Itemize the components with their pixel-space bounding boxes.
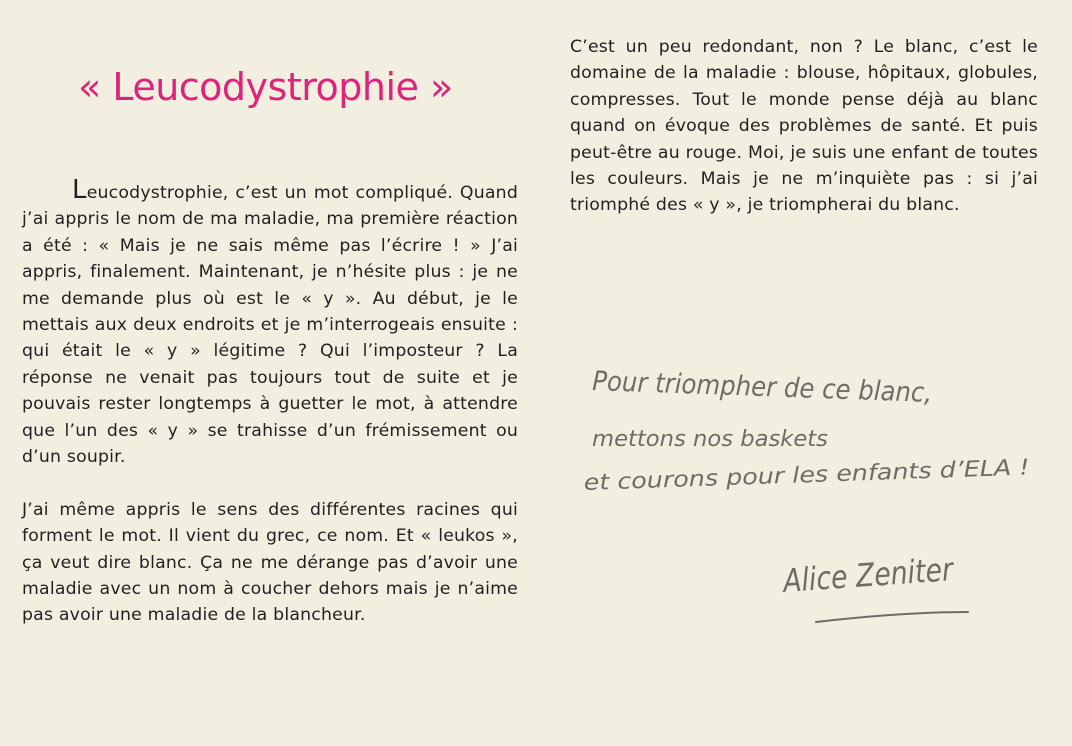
paragraph-1-text: eucodystrophie, c’est un mot compliqué. Quand j’ai appris le nom de ma maladie, ma première réaction a été : « Mais je ne sais même pas l’écrire ! » J’ai appris, finalement. Maintenant, je n’hésite plus : je ne me demande plus où est le « y ». Au début, je le mettais aux deux endroits et je m’interrogeais ensuite : qui était le « y » légitime ? Qui l’imposteur ? La réponse ne venait pas toujours tout de suite et je pouvais rester longtemps à guetter le mot, à attendre que l’un des « y » se trahisse d’un frémissement ou d’un soupir. xyxy=(22,183,518,468)
paragraph-1 xyxy=(22,175,518,470)
paragraph-3: C’est un peu redondant, non ? Le blanc, c’est le domaine de la maladie : blouse, hôpitaux, globules, compresses. Tout le monde pense déjà au blanc quand on évoque des problèmes de santé. Et puis peut-être au rouge. Moi, je suis une enfant de toutes les couleurs. Mais je ne m’inquiète pas : si j’ai triomphé des « y », je triompherai du blanc. xyxy=(570,37,1038,216)
left-column xyxy=(22,175,518,629)
handwritten-line-1: Pour triompher de ce blanc, xyxy=(591,366,969,411)
handwritten-line-3: et courons pour les enfants d’ELA ! xyxy=(583,457,971,496)
handwritten-line-2: mettons nos baskets xyxy=(592,427,828,452)
paragraph-2: J’ai même appris le sens des différentes racines qui forment le mot. Il vient du grec, ce nom. Et « leukos », ça veut dire blanc. Ça ne me dérange pas d’avoir une maladie avec un nom à coucher dehors mais je n’aime pas avoir une maladie de la blancheur. xyxy=(22,499,518,626)
initial-letter: L xyxy=(72,175,87,205)
handwritten-signature: Alice Zeniter xyxy=(781,547,988,600)
signature-underline xyxy=(816,612,968,622)
handwritten-note xyxy=(578,340,1048,640)
right-column xyxy=(570,34,1038,219)
article-title: « Leucodystrophie » xyxy=(78,65,453,109)
